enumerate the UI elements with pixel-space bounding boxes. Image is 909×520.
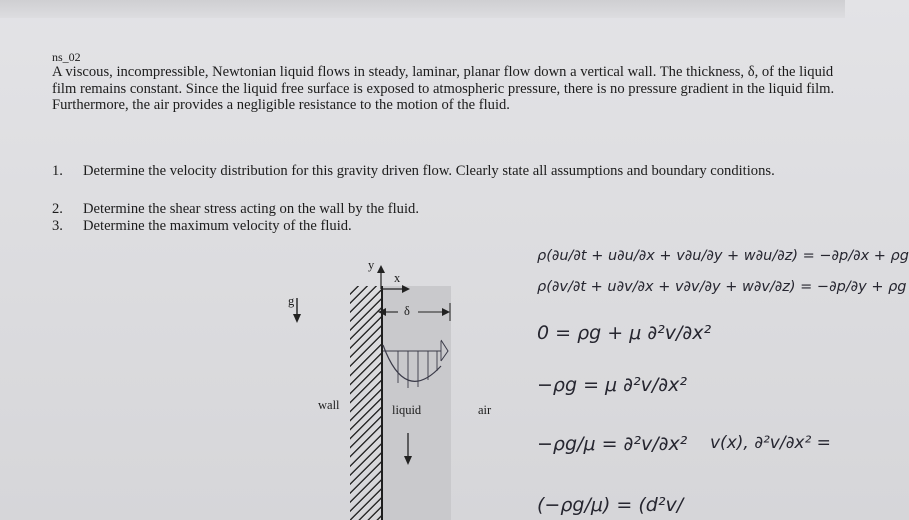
question-1 [52,163,822,197]
diagram-annotations [270,255,500,520]
handwritten-y-momentum: ρ(∂v/∂t + u∂v/∂x + v∂v/∂y + w∂v/∂z) = −∂p/∂y + ρg [537,279,907,295]
x-axis-label: x [394,271,401,285]
handwritten-integrate: (−ρg/μ) = (d²v/ [537,494,684,516]
handwritten-rearranged: −ρg = μ ∂²v/∂x² [537,374,687,396]
velocity-profile-sketch [383,345,441,381]
page-top-edge [0,0,845,18]
y-axis-label: y [368,258,375,272]
wall-label: wall [318,398,340,412]
question-number: 3. [52,218,63,234]
gravity-label: g [288,294,295,308]
handwritten-simplified: 0 = ρg + μ ∂²v/∂x² [537,322,712,344]
problem-statement: A viscous, incompressible, Newtonian liquid flows in steady, laminar, planar flow down a vertical wall. The thickness, δ, of the liquid film remains constant. Since the liquid free surface is exposed to atmospheric pressure, there is no pressure gradient in the liquid film. Furthermore, the air provides a negligible resistance to the motion of the fluid. [52,64,835,114]
liquid-label: liquid [392,403,422,417]
question-text: Determine the maximum velocity of the fluid. [83,218,352,234]
problem-label: ns_02 [52,50,81,64]
question-number: 2. [52,201,63,217]
question-2 [52,201,822,218]
handwritten-x-momentum: ρ(∂u/∂t + u∂u/∂x + v∂u/∂y + w∂u/∂z) = −∂p/∂x + ρg [537,248,909,264]
air-label: air [478,403,492,417]
question-3 [52,218,822,235]
question-number: 1. [52,163,63,179]
handwritten-v-of-x: v(x), ∂²v/∂x² = [710,433,831,453]
gravity-arrowhead [293,314,301,323]
delta-label: δ [404,304,410,318]
handwritten-divided: −ρg/μ = ∂²v/∂x² [537,433,688,455]
question-text: Determine the velocity distribution for this gravity driven flow. Clearly state all assumptions and boundary conditions. [83,163,775,179]
question-text: Determine the shear stress acting on the wall by the fluid. [83,201,419,217]
